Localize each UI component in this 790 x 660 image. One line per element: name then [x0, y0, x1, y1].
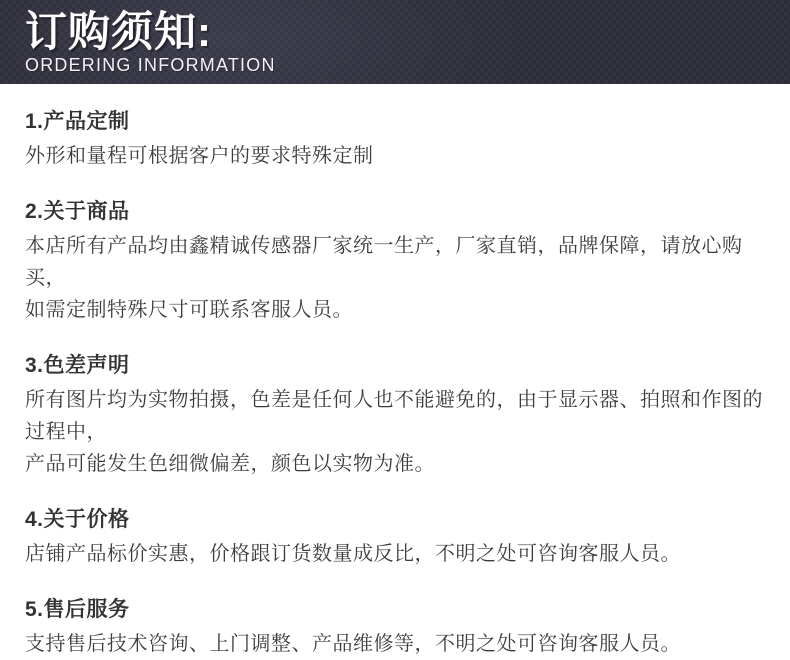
section-body-line: 本店所有产品均由鑫精诚传感器厂家统一生产，厂家直销，品牌保障，请放心购买，: [25, 235, 743, 289]
section-body-line: 所有图片均为实物拍摄，色差是任何人也不能避免的，由于显示器、拍照和作图的过程中，: [25, 389, 763, 443]
section-after-sales-service: [25, 598, 765, 660]
section-about-product: [25, 200, 765, 326]
section-title: 1.产品定制: [25, 110, 130, 133]
section-about-price: [25, 508, 765, 570]
section-body-line: 店铺产品标价实惠，价格跟订货数量成反比，不明之处可咨询客服人员。: [25, 543, 681, 565]
section-product-customization: [25, 110, 765, 172]
page-title: 订购须知:: [25, 8, 212, 55]
section-body-line: 产品可能发生色细微偏差，颜色以实物为准。: [25, 453, 435, 475]
section-title: 5.售后服务: [25, 598, 130, 621]
section-body-line: 支持售后技术咨询、上门调整、产品维修等，不明之处可咨询客服人员。: [25, 633, 681, 655]
page-subtitle: ORDERING INFORMATION: [25, 55, 276, 75]
section-body-line: 外形和量程可根据客户的要求特殊定制: [25, 145, 374, 167]
ordering-info-list: [0, 84, 790, 660]
section-title: 4.关于价格: [25, 508, 130, 531]
header-banner: [0, 0, 790, 84]
section-title: 3.色差声明: [25, 354, 130, 377]
section-color-difference: [25, 354, 765, 480]
section-body-line: 如需定制特殊尺寸可联系客服人员。: [25, 299, 353, 321]
section-title: 2.关于商品: [25, 200, 130, 223]
